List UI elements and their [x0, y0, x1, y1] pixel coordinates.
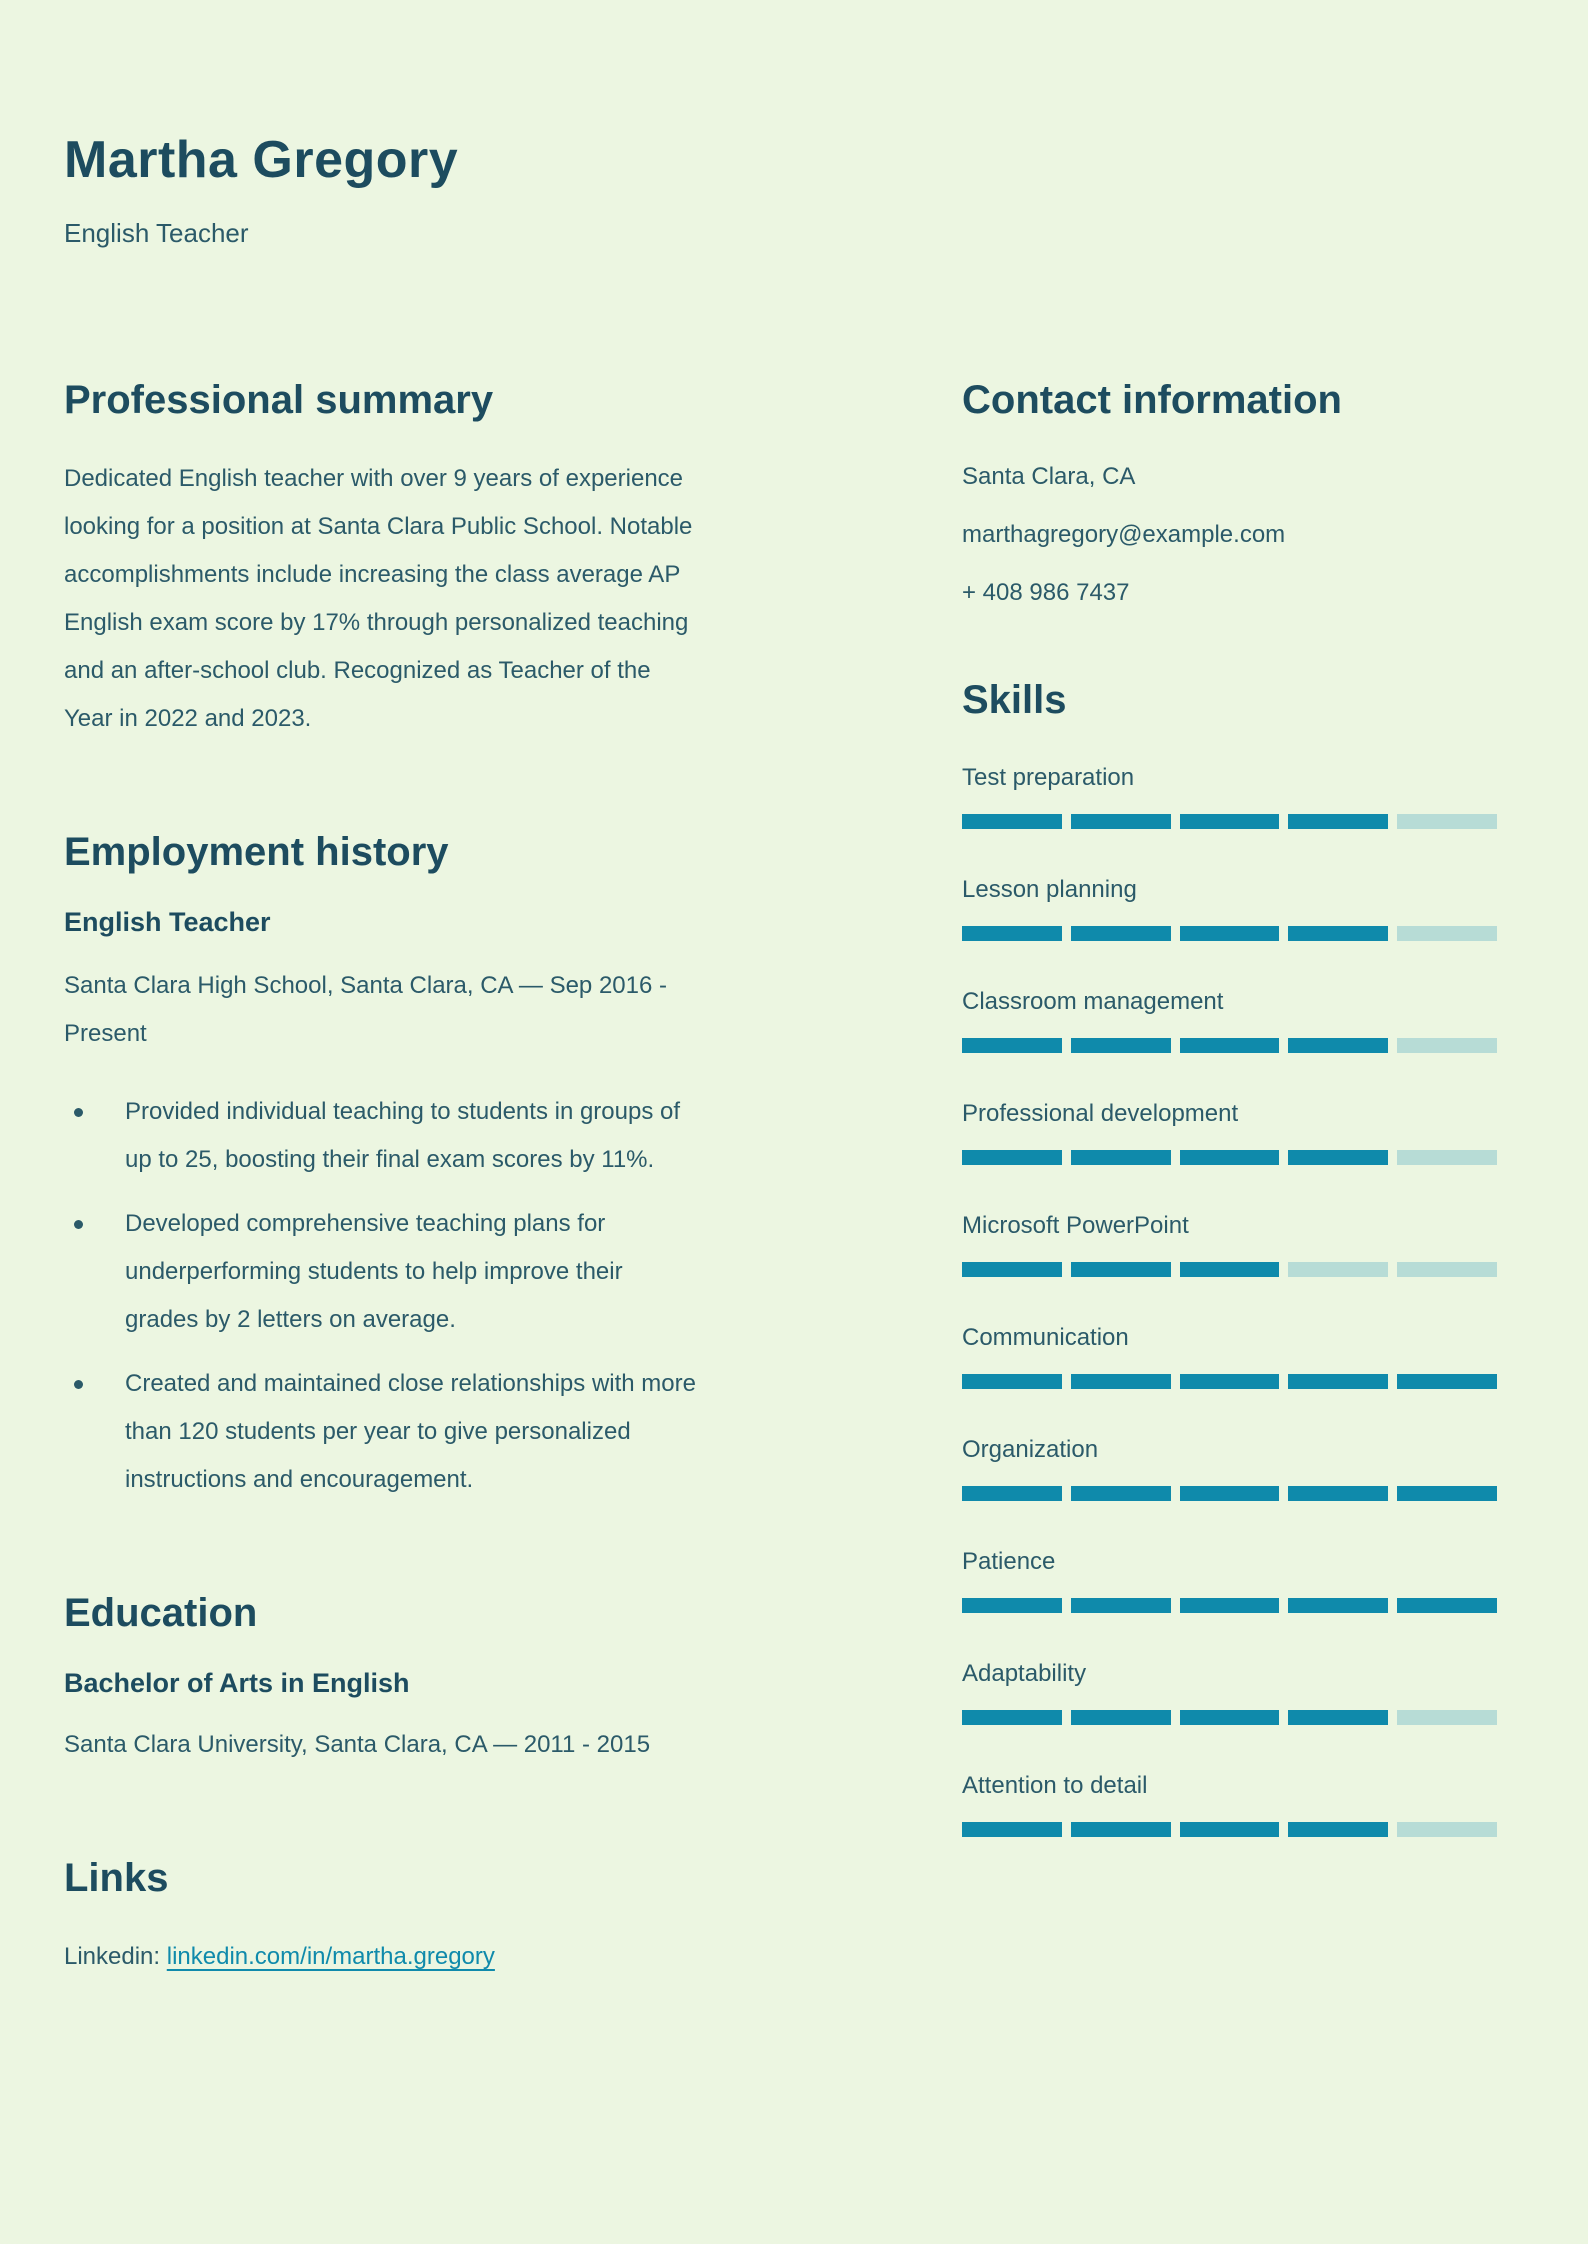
skill-segment-empty: [1397, 1710, 1497, 1725]
skill-segment-filled: [1180, 1038, 1280, 1053]
skill-segment-empty: [1397, 1262, 1497, 1277]
skill-level-bar: [962, 926, 1497, 941]
linkedin-link[interactable]: linkedin.com/in/martha.gregory: [166, 1943, 495, 1970]
education-degree: Bachelor of Arts in English: [64, 1668, 410, 1698]
person-name: Martha Gregory: [64, 131, 459, 189]
skills-heading: Skills: [962, 678, 1067, 722]
skill-segment-filled: [962, 1822, 1062, 1837]
skill-segment-empty: [1397, 1150, 1497, 1165]
skill-segment-filled: [1288, 1150, 1388, 1165]
job-meta: Santa Clara High School, Santa Clara, CA — Sep 2016 - Present: [64, 972, 667, 1047]
skill-level-bar: [962, 1374, 1497, 1389]
skill-segment-filled: [1180, 1374, 1280, 1389]
skill-name: Professional development: [962, 1100, 1239, 1127]
skill-segment-filled: [1288, 1374, 1388, 1389]
skill-segment-filled: [1288, 1486, 1388, 1501]
right-column: [962, 377, 1497, 2067]
skill-segment-filled: [1071, 1822, 1171, 1837]
education-meta: Santa Clara University, Santa Clara, CA — 2011 - 2015: [64, 1731, 651, 1758]
skill-segment-filled: [962, 1150, 1062, 1165]
skill-segment-filled: [1180, 1598, 1280, 1613]
skill-segment-empty: [1397, 1038, 1497, 1053]
link-label: Linkedin:: [64, 1943, 161, 1970]
skills-list: [962, 763, 1497, 1837]
skill-level-bar: [962, 1262, 1497, 1277]
left-column: [64, 377, 699, 2067]
employment-section: [64, 829, 699, 1504]
skill-segment-filled: [962, 1598, 1062, 1613]
skill-row: [962, 763, 1497, 829]
job-bullet: Developed comprehensive teaching plans for underperforming students to help improve their grades by 2 letters on average.: [64, 1200, 699, 1344]
skill-segment-filled: [962, 1262, 1062, 1277]
skill-segment-filled: [1288, 814, 1388, 829]
skill-name: Classroom management: [962, 988, 1224, 1015]
person-job-title: English Teacher: [64, 218, 249, 248]
job-bullet: Created and maintained close relationships with more than 120 students per year to give personalized instructions and encouragement.: [64, 1360, 699, 1504]
skill-segment-filled: [1071, 1374, 1171, 1389]
employment-heading: Employment history: [64, 830, 449, 874]
skill-name: Test preparation: [962, 764, 1135, 791]
job-bullets: [64, 1088, 699, 1504]
skill-segment-filled: [1180, 1262, 1280, 1277]
skill-segment-filled: [1180, 814, 1280, 829]
links-line: [64, 1933, 699, 1981]
education-heading: Education: [64, 1591, 258, 1635]
skill-segment-filled: [962, 1710, 1062, 1725]
skill-segment-empty: [1288, 1262, 1388, 1277]
skill-segment-filled: [1180, 1150, 1280, 1165]
skill-row: [962, 1211, 1497, 1277]
contact-heading: Contact information: [962, 378, 1342, 422]
skill-segment-filled: [1180, 926, 1280, 941]
job-title: English Teacher: [64, 907, 271, 937]
skill-level-bar: [962, 1598, 1497, 1613]
job-bullet: Provided individual teaching to students in groups of up to 25, boosting their final exam scores by 11%.: [64, 1088, 699, 1184]
skill-row: [962, 1323, 1497, 1389]
summary-heading: Professional summary: [64, 378, 494, 422]
contact-location: Santa Clara, CA: [962, 463, 1136, 490]
skill-segment-filled: [962, 814, 1062, 829]
skill-segment-filled: [1071, 1710, 1171, 1725]
columns: [64, 377, 1497, 2067]
education-section: [64, 1590, 699, 1769]
skill-segment-filled: [1288, 1822, 1388, 1837]
skill-level-bar: [962, 814, 1497, 829]
links-section: [64, 1855, 699, 1981]
skill-row: [962, 1547, 1497, 1613]
skill-segment-filled: [1288, 1598, 1388, 1613]
skill-row: [962, 1771, 1497, 1837]
links-heading: Links: [64, 1856, 169, 1900]
skill-level-bar: [962, 1150, 1497, 1165]
skill-name: Attention to detail: [962, 1772, 1148, 1799]
skill-segment-filled: [1180, 1822, 1280, 1837]
summary-text: Dedicated English teacher with over 9 years of experience looking for a position at Santa Clara Public School. Notable accomplishments include increasing the class average AP English exam score by 17% through personalized teaching and an after-school club. Recognized as Teacher of the Year in 2022 and 2023.: [64, 465, 693, 732]
skill-name: Microsoft PowerPoint: [962, 1212, 1189, 1239]
skill-segment-filled: [1071, 1262, 1171, 1277]
skill-segment-filled: [1071, 926, 1171, 941]
skills-section: [962, 677, 1497, 1837]
skill-name: Patience: [962, 1548, 1056, 1575]
skill-level-bar: [962, 1038, 1497, 1053]
skill-segment-filled: [962, 926, 1062, 941]
skill-row: [962, 987, 1497, 1053]
skill-name: Organization: [962, 1436, 1099, 1463]
skill-segment-filled: [1071, 1486, 1171, 1501]
resume-header: [64, 130, 1497, 249]
skill-segment-filled: [1397, 1486, 1497, 1501]
skill-segment-filled: [1071, 1038, 1171, 1053]
contact-section: [962, 377, 1497, 615]
skill-level-bar: [962, 1822, 1497, 1837]
skill-segment-empty: [1397, 926, 1497, 941]
skill-segment-filled: [1071, 1150, 1171, 1165]
contact-email: marthagregory@example.com: [962, 521, 1286, 548]
skill-row: [962, 1435, 1497, 1501]
skill-segment-filled: [1288, 1038, 1388, 1053]
skill-segment-filled: [962, 1038, 1062, 1053]
skill-segment-filled: [1397, 1598, 1497, 1613]
skill-row: [962, 1659, 1497, 1725]
skill-segment-filled: [1288, 926, 1388, 941]
skill-segment-filled: [1180, 1486, 1280, 1501]
summary-section: [64, 377, 699, 743]
skill-segment-filled: [1288, 1710, 1388, 1725]
skill-segment-filled: [962, 1374, 1062, 1389]
skill-segment-empty: [1397, 1822, 1497, 1837]
skill-name: Communication: [962, 1324, 1129, 1351]
skill-segment-filled: [1071, 814, 1171, 829]
skill-segment-empty: [1397, 814, 1497, 829]
contact-phone: + 408 986 7437: [962, 579, 1130, 606]
skill-segment-filled: [962, 1486, 1062, 1501]
skill-segment-filled: [1071, 1598, 1171, 1613]
skill-level-bar: [962, 1486, 1497, 1501]
skill-level-bar: [962, 1710, 1497, 1725]
skill-segment-filled: [1397, 1374, 1497, 1389]
skill-segment-filled: [1180, 1710, 1280, 1725]
skill-row: [962, 875, 1497, 941]
skill-name: Lesson planning: [962, 876, 1137, 903]
skill-name: Adaptability: [962, 1660, 1087, 1687]
skill-row: [962, 1099, 1497, 1165]
